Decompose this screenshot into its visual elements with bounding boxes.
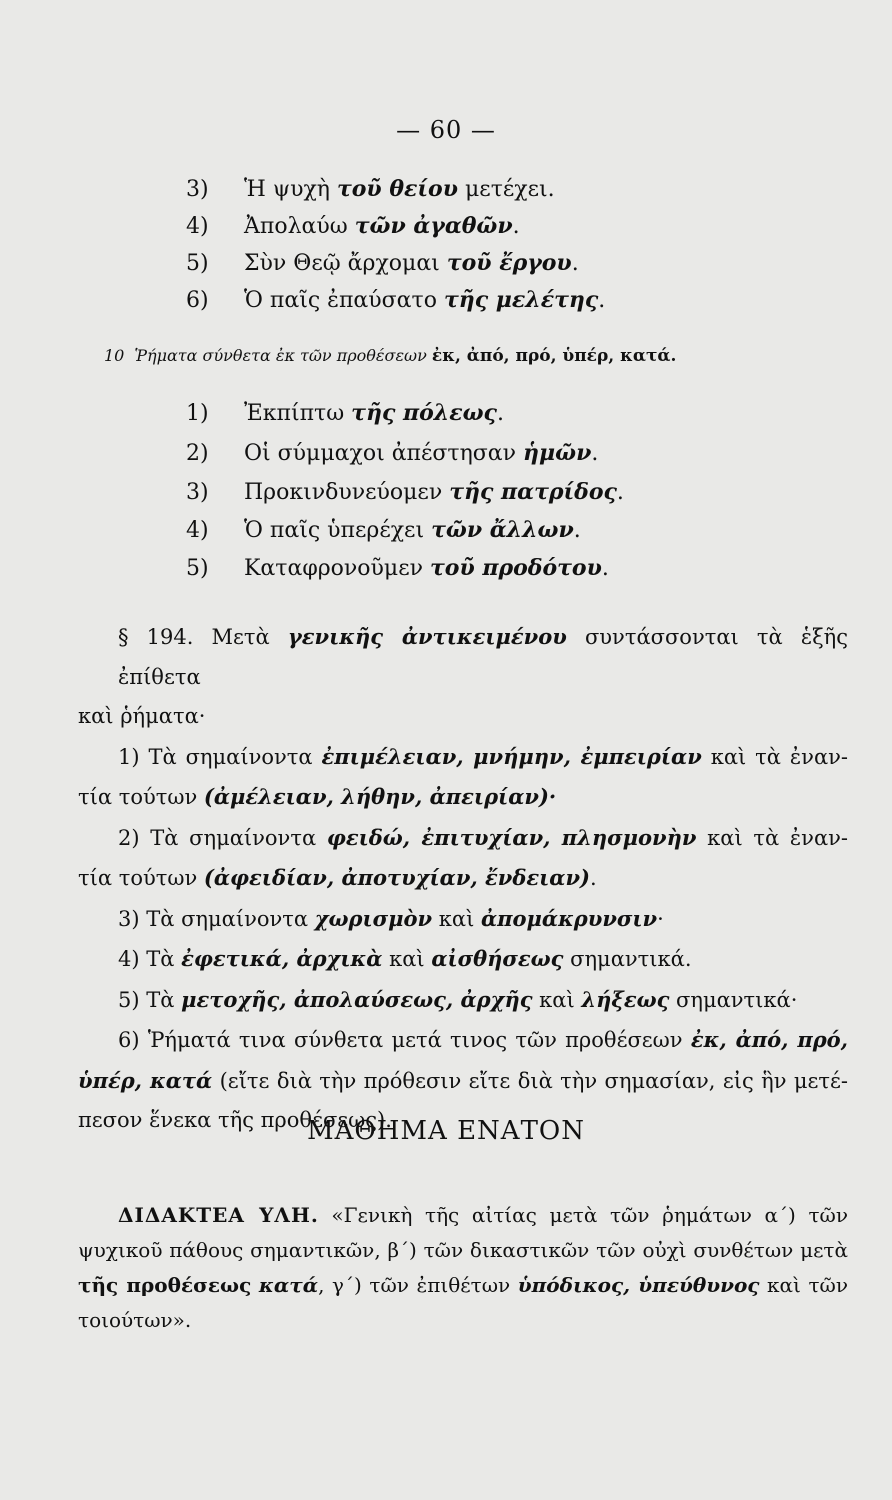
item-text: 4) Τὰ (118, 947, 182, 971)
exercise-genitive: τοῦ ἔργου (446, 250, 572, 276)
item-emphasis: φειδώ, ἐπιτυχίαν, πλησμονὴν (326, 824, 697, 850)
exercise-text: Ὁ παῖς ἐπαύσατο (244, 288, 444, 313)
item-emphasis: ἐκ, ἀπό, πρό, (690, 1027, 848, 1052)
didaktea-emphasis: κατά (258, 1273, 319, 1297)
exercise-text: Σὺν Θεῷ ἄρχομαι (244, 251, 447, 276)
item-text: καὶ τὰ ἐναν- (701, 744, 848, 769)
exercise-number: 3) (186, 177, 209, 202)
exercise-line (186, 400, 504, 426)
para-text: § 194. Μετὰ (118, 625, 288, 649)
exercise-text-end: . (512, 214, 520, 239)
item-text: 6) Ῥήματά τινα σύνθετα μετά τινος τῶν προθέσεων (118, 1028, 691, 1052)
exercise-text: Ἐκπίπτω (244, 401, 352, 426)
item-4-line (78, 939, 848, 980)
exercise-number: 5) (186, 251, 209, 276)
item-1-line (78, 777, 848, 818)
didaktea-line (78, 1268, 848, 1303)
item-emphasis: ἐφετικά, ἀρχικὰ (181, 946, 383, 971)
exercise-line (186, 250, 579, 276)
para-line (78, 617, 848, 697)
page-number: — 60 — (396, 116, 496, 144)
item-text: τία τούτων (78, 785, 204, 809)
exercise-genitive: τῶν ἄλλων (431, 517, 574, 543)
exercise-text: Ἡ ψυχὴ (244, 177, 337, 202)
item-emphasis: (ἀφειδίαν, ἀποτυχίαν, ἔνδειαν) (203, 865, 590, 890)
exercise-line (186, 555, 609, 581)
exercise-line (186, 213, 520, 239)
item-text: . (589, 866, 597, 890)
exercise-number: 5) (186, 556, 209, 581)
exercise-number: 2) (186, 441, 209, 466)
didaktea-line: τοιούτων». (78, 1308, 192, 1332)
item-emphasis: ἀπομάκρυνσιν (481, 905, 658, 931)
item-emphasis: λήξεως (581, 986, 670, 1012)
didaktea-paragraph (78, 1198, 848, 1338)
item-5-line (78, 980, 848, 1021)
item-text: σημαντικά. (563, 947, 692, 971)
didaktea-text: , γ΄) τῶν ἐπιθέτων (318, 1273, 518, 1297)
exercise-text-end: . (616, 480, 624, 505)
exercise-line (186, 440, 598, 466)
exercise-text-end: . (598, 288, 606, 313)
exercise-text: Προκινδυνεύομεν (244, 480, 450, 505)
exercise-line (186, 517, 581, 543)
exercise-text-end: . (496, 401, 504, 426)
didaktea-label: ΔΙΔΑΚΤΕΑ ΥΛΗ. (118, 1203, 319, 1227)
exercise-genitive: τῆς πατρίδος (449, 479, 617, 505)
exercise-number: 4) (186, 214, 209, 239)
item-text: 5) Τὰ (118, 987, 182, 1012)
exercise-number: 4) (186, 518, 209, 543)
item-text: σημαντικά· (669, 987, 798, 1012)
item-text: · (657, 906, 664, 931)
section-heading-text: Ῥήματα σύνθετα ἐκ τῶν προθέσεων (134, 346, 427, 365)
exercise-text: Ἀπολαύω (244, 214, 355, 239)
exercise-genitive: τοῦ προδότου (429, 555, 602, 581)
item-text: 2) Τὰ σημαίνοντα (118, 825, 327, 850)
section-number: 10 (104, 346, 125, 365)
item-text: καὶ (432, 906, 481, 931)
exercise-text-end: . (591, 441, 599, 466)
item-2-line (78, 818, 848, 859)
exercise-line (186, 479, 624, 505)
didaktea-bold: τῆς προθέσεως (78, 1273, 252, 1297)
exercise-genitive: ἡμῶν (523, 440, 592, 466)
para-emphasis: γενικῆς ἀντικειμένου (287, 624, 567, 649)
didaktea-text: καὶ τῶν (759, 1273, 849, 1297)
item-text: 3) Τὰ σημαίνοντα (118, 906, 315, 931)
exercise-genitive: τῆς πόλεως (351, 400, 497, 426)
item-text: καὶ (382, 947, 432, 971)
exercise-text-end: . (601, 556, 609, 581)
exercise-genitive: τοῦ θείου (336, 176, 458, 202)
item-1-line (78, 737, 848, 778)
exercise-text-end: μετέχει. (458, 177, 555, 202)
didaktea-text: «Γενικὴ τῆς αἰτίας μετὰ τῶν ῥημάτων α΄) τῶν (318, 1203, 848, 1227)
item-6-line: πεσον ἕνεκα τῆς προθέσεως). (78, 1108, 392, 1132)
section-prepositions: ἐκ, ἀπό, πρό, ὑπέρ, κατά. (431, 346, 677, 366)
exercise-text: Καταφρονοῦμεν (244, 556, 430, 581)
item-emphasis: χωρισμὸν (314, 905, 433, 931)
item-6-line (78, 1020, 848, 1061)
didaktea-line (78, 1198, 848, 1233)
item-text: (εἴτε διὰ τὴν πρόθεσιν εἴτε διὰ τὴν σημασίαν, εἰς ἣν μετέ- (212, 1068, 848, 1093)
item-emphasis: ὑπέρ, κατά (78, 1067, 213, 1093)
section-10-heading (104, 346, 676, 366)
item-6-line (78, 1061, 848, 1102)
exercise-line (186, 287, 605, 313)
item-emphasis: (ἀμέλειαν, λήθην, ἀπειρίαν)· (203, 784, 557, 809)
item-text: καὶ (532, 987, 582, 1012)
item-emphasis: μετοχῆς, ἀπολαύσεως, ἀρχῆς (181, 986, 533, 1012)
exercise-text-end: . (573, 518, 581, 543)
exercise-number: 6) (186, 288, 209, 313)
para-line: καὶ ῥήματα· (78, 704, 206, 728)
didaktea-line: ψυχικοῦ πάθους σημαντικῶν, β΄) τῶν δικαστικῶν τῶν οὐχὶ συνθέτων μετὰ (78, 1238, 848, 1262)
para-text: συντάσσονται τὰ ἑξῆς ἐπίθετα (118, 625, 849, 689)
exercise-genitive: τῆς μελέτης (443, 287, 599, 313)
item-2-line (78, 858, 848, 899)
paragraph-194 (78, 617, 848, 1141)
exercise-text: Οἱ σύμμαχοι ἀπέστησαν (244, 441, 524, 466)
didaktea-emphasis: ὑπόδικος, ὑπεύθυνος (517, 1273, 760, 1297)
exercise-genitive: τῶν ἀγαθῶν (354, 213, 513, 239)
item-text: 1) Τὰ σημαίνοντα (118, 744, 322, 769)
item-text: καὶ τὰ ἐναν- (696, 825, 848, 850)
exercise-text: Ὁ παῖς ὑπερέχει (244, 518, 432, 543)
item-emphasis: αἰσθήσεως (431, 946, 564, 971)
exercise-text-end: . (571, 251, 579, 276)
exercise-number: 1) (186, 401, 209, 426)
exercise-line (186, 176, 555, 202)
item-emphasis: ἐπιμέλειαν, μνήμην, ἐμπειρίαν (321, 743, 702, 769)
item-3-line (78, 899, 848, 940)
lesson-title: ΜΑΘΗΜΑ ΕΝΑΤΟΝ (307, 1116, 585, 1146)
exercise-number: 3) (186, 480, 209, 505)
item-text: τία τούτων (78, 866, 204, 890)
